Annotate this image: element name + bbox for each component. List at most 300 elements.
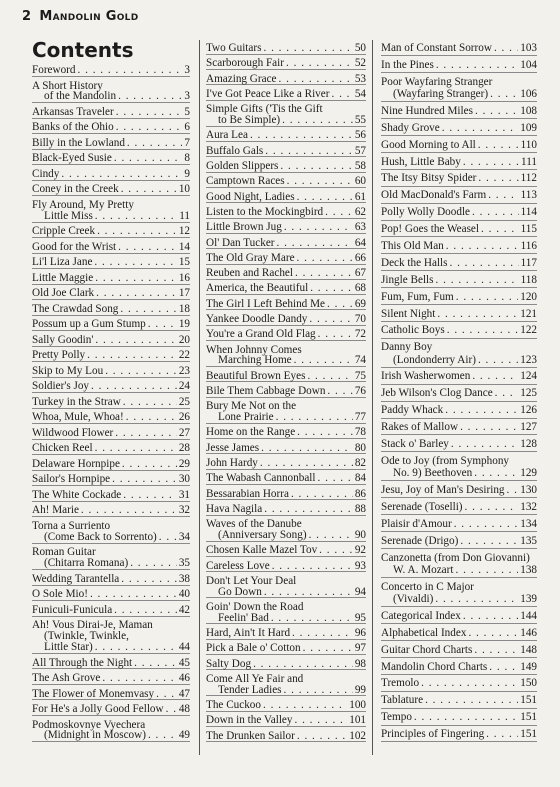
toc-entry <box>206 313 366 326</box>
toc-entry-page: 86 <box>354 487 366 500</box>
toc-entry <box>32 588 190 601</box>
toc-entry-page: 68 <box>354 282 366 295</box>
toc-entry-page: 109 <box>520 121 537 134</box>
toc-entry-page: 42 <box>178 603 190 616</box>
toc-entry-title: (Vivaldi) <box>393 593 434 606</box>
toc-entry <box>206 560 366 573</box>
toc-entry-page: 12 <box>178 225 190 238</box>
leader-dots <box>460 421 518 433</box>
toc-entry <box>381 189 537 203</box>
toc-entry-page: 17 <box>178 287 190 300</box>
toc-entry-title: Cindy <box>32 167 60 180</box>
toc-entry <box>206 426 366 439</box>
toc-entry-title: O Sole Mio! <box>32 588 88 601</box>
toc-entry <box>206 699 366 712</box>
leader-dots <box>325 206 353 217</box>
toc-entry <box>381 438 537 452</box>
toc-entry-page: 50 <box>354 42 366 54</box>
toc-entry-title: When Johnny Comes <box>206 343 302 356</box>
toc-entry-page: 63 <box>354 221 366 234</box>
toc-entry <box>206 575 366 598</box>
toc-entry-page: 61 <box>354 190 366 203</box>
toc-entry <box>381 677 537 691</box>
leader-dots <box>90 588 177 599</box>
toc-entry <box>381 455 537 482</box>
toc-entry-title: Fly Around, My Pretty <box>32 198 134 211</box>
leader-dots <box>127 137 182 148</box>
toc-entry <box>381 206 537 220</box>
toc-entry-page: 72 <box>354 328 366 341</box>
leader-dots <box>126 411 177 422</box>
leader-dots <box>287 175 353 186</box>
toc-entry <box>381 139 537 153</box>
toc-entry-title: Ol' Dan Tucker <box>206 236 275 249</box>
toc-entry-title: Black-Eyed Susie <box>32 152 112 165</box>
toc-entry-page: 22 <box>178 349 190 362</box>
toc-entry-title: Bessarabian Horra <box>206 487 289 500</box>
toc-entry-title: The Ash Grove <box>32 672 101 685</box>
leader-dots <box>95 641 177 652</box>
toc-entry-title: Serenade (Drigo) <box>381 534 459 547</box>
toc-entry-title: Bury Me Not on the <box>206 400 297 413</box>
toc-entry <box>206 145 366 158</box>
toc-entry <box>381 42 537 56</box>
toc-entry <box>381 105 537 119</box>
toc-entry <box>381 552 537 579</box>
toc-entry-title: The Crawdad Song <box>32 302 119 315</box>
leader-dots <box>327 298 353 309</box>
toc-entry <box>381 661 537 675</box>
toc-entry-page: 126 <box>520 404 537 417</box>
toc-entry-title: Wildwood Flower <box>32 426 114 439</box>
toc-entry-page: 124 <box>520 370 537 383</box>
leader-dots <box>159 531 177 542</box>
leader-dots <box>307 370 352 381</box>
toc-entry-title: Tremolo <box>381 677 420 690</box>
toc-entry-title: Danny Boy <box>381 341 433 354</box>
leader-dots <box>475 105 518 117</box>
toc-entry <box>206 601 366 624</box>
toc-entry <box>206 370 366 383</box>
toc-entry <box>32 520 190 544</box>
leader-dots <box>478 172 518 184</box>
toc-entry <box>206 42 366 55</box>
toc-entry-title: Tablature <box>381 694 424 707</box>
toc-entry-title: Hava Nagila <box>206 503 263 516</box>
toc-entry-page: 45 <box>178 656 190 669</box>
column-divider <box>372 40 373 755</box>
leader-dots <box>318 328 353 339</box>
leader-dots <box>105 365 177 376</box>
toc-entry <box>32 349 190 362</box>
leader-dots <box>295 267 353 278</box>
toc-entry-page: 111 <box>521 155 537 168</box>
toc-entry-title: Concerto in C Major <box>381 580 474 593</box>
toc-entry-page: 104 <box>520 58 537 71</box>
toc-entry <box>206 673 366 696</box>
leader-dots <box>95 210 177 221</box>
toc-entry-page: 99 <box>354 683 366 696</box>
toc-entry-page: 116 <box>520 240 537 252</box>
toc-entry-title: Tender Ladies <box>218 683 282 696</box>
toc-entry-page: 60 <box>354 175 366 188</box>
toc-entry <box>32 504 190 517</box>
toc-entry-page: 32 <box>178 504 190 517</box>
toc-entry-page: 30 <box>178 473 190 486</box>
toc-entry <box>206 344 366 367</box>
leader-dots <box>489 661 518 673</box>
toc-entry <box>32 80 190 104</box>
leader-dots <box>284 221 353 232</box>
toc-entry-title: Whoa, Mule, Whoa! <box>32 411 124 424</box>
toc-entry <box>381 59 537 73</box>
toc-entry <box>381 387 537 401</box>
toc-entry-title: Pick a Bale o' Cotton <box>206 642 301 655</box>
toc-entry-title: In the Pines <box>381 58 434 71</box>
toc-entry-page: 19 <box>178 318 190 331</box>
toc-entry <box>206 252 366 265</box>
leader-dots <box>291 488 353 499</box>
toc-entry-title: Plaisir d'Amour <box>381 517 452 530</box>
toc-entry-title: Good Morning to All <box>381 138 476 151</box>
leader-dots <box>425 694 518 706</box>
toc-entry-page: 90 <box>354 529 366 542</box>
leader-dots <box>284 684 353 695</box>
toc-entry <box>381 76 537 103</box>
leader-dots <box>436 274 519 286</box>
toc-entry <box>32 546 190 570</box>
toc-entry-title: The Drunken Sailor <box>206 729 295 742</box>
toc-entry-title: Arkansas Traveler <box>32 105 114 118</box>
toc-entry <box>32 573 190 586</box>
leader-dots <box>297 426 353 437</box>
toc-entry-page: 125 <box>520 387 537 400</box>
leader-dots <box>253 658 353 669</box>
toc-entry-page: 138 <box>520 563 537 576</box>
toc-entry <box>32 442 190 455</box>
toc-entry-title: Feelin' Bad <box>218 611 269 624</box>
toc-entry-page: 106 <box>520 88 537 101</box>
toc-entry <box>206 221 366 234</box>
page-number: 2 <box>22 9 32 24</box>
toc-entry <box>381 223 537 237</box>
toc-entry-page: 27 <box>178 426 190 439</box>
toc-entry-title: Sally Goodin' <box>32 333 94 346</box>
toc-column-1 <box>32 0 190 787</box>
toc-entry <box>381 172 537 186</box>
toc-entry-page: 40 <box>178 588 190 601</box>
toc-entry-title: Rakes of Mallow <box>381 421 459 434</box>
toc-entry <box>381 341 537 368</box>
toc-entry-title: Categorical Index <box>381 609 461 622</box>
toc-entry-page: 139 <box>520 593 537 606</box>
toc-entry-page: 52 <box>354 57 366 70</box>
toc-entry-page: 15 <box>178 256 190 269</box>
toc-entry-title: Waves of the Danube <box>206 518 302 531</box>
leader-dots <box>121 183 177 194</box>
toc-entry <box>32 168 190 181</box>
toc-entry <box>32 473 190 486</box>
toc-entry-title: Bile Them Cabbage Down <box>206 385 326 398</box>
toc-entry <box>32 183 190 196</box>
toc-entry <box>381 644 537 658</box>
toc-entry-title: Foreword <box>32 64 76 76</box>
toc-entry-page: 101 <box>349 714 366 727</box>
leader-dots <box>421 677 518 689</box>
contents-title: Contents <box>32 38 134 62</box>
toc-entry <box>206 175 366 188</box>
toc-entry-title: Careless Love <box>206 559 270 572</box>
leader-dots <box>112 473 177 484</box>
toc-entry-page: 3 <box>184 90 190 103</box>
toc-entry-page: 20 <box>178 333 190 346</box>
toc-entry-title: Paddy Whack <box>381 404 444 417</box>
leader-dots <box>94 256 176 267</box>
toc-entry-title: Little Miss <box>44 209 93 222</box>
leader-dots <box>264 503 353 514</box>
leader-dots <box>116 121 183 132</box>
toc-entry-title: Salty Dog <box>206 657 252 670</box>
leader-dots <box>292 627 353 638</box>
leader-dots <box>294 354 353 365</box>
toc-entry-title: Silent Night <box>381 307 436 320</box>
toc-entry <box>206 642 366 655</box>
toc-entry-title: No. 9) Beethoven <box>393 467 473 480</box>
toc-entry-page: 80 <box>354 441 366 454</box>
toc-entry-page: 57 <box>354 144 366 157</box>
leader-dots <box>494 42 518 54</box>
toc-entry-title: Turkey in the Straw <box>32 395 121 408</box>
toc-entry-title: (Chitarra Romana) <box>44 557 129 570</box>
toc-entry-title: Man of Constant Sorrow <box>381 42 492 54</box>
column-divider <box>199 40 200 755</box>
toc-entry-title: Ah! Marie <box>32 504 79 517</box>
leader-dots <box>96 287 177 298</box>
leader-dots <box>123 396 177 407</box>
toc-entry-page: 103 <box>520 42 537 54</box>
toc-entry <box>206 488 366 501</box>
leader-dots <box>286 57 353 68</box>
toc-entry-title: Cripple Creek <box>32 225 96 238</box>
toc-entry-page: 76 <box>354 385 366 398</box>
toc-entry-title: John Hardy <box>206 457 258 470</box>
leader-dots <box>277 237 353 248</box>
toc-entry-page: 78 <box>354 426 366 439</box>
leader-dots <box>261 442 353 453</box>
toc-entry-title: Jesu, Joy of Man's Desiring <box>381 484 505 497</box>
toc-entry-page: 28 <box>178 442 190 455</box>
toc-entry-title: The Girl I Left Behind Me <box>206 297 325 310</box>
toc-entry-title: Beautiful Brown Eyes <box>206 369 306 382</box>
leader-dots <box>265 145 353 156</box>
leader-dots <box>118 241 177 252</box>
toc-entry-page: 66 <box>354 251 366 264</box>
toc-entry-title: Canzonetta (from Don Giovanni) <box>381 551 530 564</box>
toc-entry <box>32 672 190 685</box>
toc-entry-title: Sailor's Hornpipe <box>32 473 111 486</box>
toc-entry-page: 58 <box>354 159 366 172</box>
toc-entry-title: Irish Washerwomen <box>381 370 471 383</box>
toc-entry-page: 31 <box>178 488 190 501</box>
toc-entry-page: 74 <box>354 354 366 367</box>
toc-entry <box>32 458 190 471</box>
toc-entry-title: Jingle Bells <box>381 273 434 286</box>
toc-entry <box>32 688 190 701</box>
leader-dots <box>495 387 519 399</box>
toc-entry <box>32 396 190 409</box>
toc-entry-page: 150 <box>520 677 537 690</box>
toc-entry-title: All Through the Night <box>32 656 133 669</box>
leader-dots <box>250 129 353 140</box>
leader-dots <box>87 349 177 360</box>
leader-dots <box>309 313 352 324</box>
toc-entry-page: 26 <box>178 411 190 424</box>
toc-entry-title: Buffalo Gals <box>206 144 264 157</box>
leader-dots <box>260 457 353 468</box>
toc-entry <box>381 627 537 641</box>
toc-entry <box>381 324 537 338</box>
toc-entry-title: Aura Lea <box>206 129 248 142</box>
toc-entry <box>381 370 537 384</box>
leader-dots <box>486 728 518 740</box>
toc-entry-page: 149 <box>520 660 537 673</box>
toc-entry-title: (Wayfaring Stranger) <box>393 88 489 101</box>
toc-entry-title: Two Guitars <box>206 42 262 54</box>
leader-dots <box>474 644 518 656</box>
toc-entry-title: Little Star) <box>44 641 93 654</box>
leader-dots <box>303 642 353 653</box>
toc-entry <box>206 282 366 295</box>
toc-entry <box>32 318 190 331</box>
toc-entry-title: W. A. Mozart <box>393 563 454 576</box>
toc-entry <box>381 291 537 305</box>
toc-entry <box>206 328 366 341</box>
toc-entry-title: (Londonderry Air) <box>393 353 476 366</box>
toc-entry-title: of the Mandolin <box>44 90 117 103</box>
toc-entry-title: (Come Back to Sorrento) <box>44 530 157 543</box>
toc-entry <box>381 728 537 742</box>
toc-entry-title: Nine Hundred Miles <box>381 104 473 117</box>
toc-entry <box>32 719 190 743</box>
leader-dots <box>272 560 353 571</box>
toc-entry-page: 16 <box>178 271 190 284</box>
toc-entry-title: Chosen Kalle Mazel Tov <box>206 544 318 557</box>
toc-entry-page: 93 <box>354 559 366 572</box>
toc-entry <box>206 503 366 516</box>
toc-entry <box>381 535 537 549</box>
toc-entry-page: 25 <box>178 395 190 408</box>
toc-entry <box>32 303 190 316</box>
toc-entry <box>206 129 366 142</box>
leader-dots <box>95 272 177 283</box>
leader-dots <box>114 152 183 163</box>
toc-entry <box>32 411 190 424</box>
toc-entry-page: 8 <box>184 152 190 165</box>
toc-entry-page: 96 <box>354 627 366 640</box>
toc-entry-page: 132 <box>520 500 537 513</box>
toc-entry <box>206 191 366 204</box>
leader-dots <box>130 557 177 568</box>
toc-entry-title: (Midnight in Moscow) <box>44 729 146 742</box>
toc-entry <box>381 711 537 725</box>
toc-entry-title: Chicken Reel <box>32 442 93 455</box>
toc-entry-page: 5 <box>184 105 190 118</box>
leader-dots <box>456 291 518 303</box>
book-title: Mandolin Gold <box>39 9 139 24</box>
toc-entry <box>206 103 366 126</box>
toc-entry-title: A Short History <box>32 79 103 92</box>
toc-entry-page: 129 <box>520 467 537 480</box>
toc-entry-page: 54 <box>354 87 366 100</box>
leader-dots <box>454 518 519 530</box>
leader-dots <box>97 225 177 236</box>
toc-entry-title: Jesse James <box>206 441 260 454</box>
toc-entry-title: Go Down <box>218 585 262 598</box>
toc-entry-title: Stack o' Barley <box>381 438 449 450</box>
leader-dots <box>121 573 177 584</box>
toc-entry-title: Little Maggie <box>32 271 94 284</box>
toc-entry-title: Yankee Doodle Dandy <box>206 313 308 326</box>
leader-dots <box>472 206 519 218</box>
toc-entry-title: Coney in the Creek <box>32 183 119 196</box>
toc-entry-page: 47 <box>178 687 190 700</box>
toc-entry <box>206 57 366 70</box>
toc-entry-title: Old Joe Clark <box>32 287 95 300</box>
leader-dots <box>468 627 518 639</box>
leader-dots <box>116 106 183 117</box>
leader-dots <box>263 42 352 53</box>
toc-entry-title: Camptown Races <box>206 175 285 188</box>
toc-entry <box>206 385 366 398</box>
toc-entry-page: 110 <box>520 138 537 151</box>
leader-dots <box>460 535 518 547</box>
toc-entry-page: 114 <box>520 206 537 219</box>
toc-entry-title: Listen to the Mockingbird <box>206 205 324 218</box>
toc-entry-page: 148 <box>520 643 537 656</box>
toc-entry <box>381 274 537 288</box>
toc-entry <box>32 287 190 300</box>
toc-entry-title: Li'l Liza Jane <box>32 256 93 269</box>
leader-dots <box>463 610 518 622</box>
toc-entry-title: I've Got Peace Like a River <box>206 87 330 100</box>
toc-entry-title: Guitar Chord Charts <box>381 643 473 656</box>
toc-entry-title: The Cuckoo <box>206 699 261 712</box>
toc-entry-page: 108 <box>520 104 537 117</box>
toc-entry-page: 77 <box>354 411 366 424</box>
toc-entry-page: 123 <box>520 353 537 366</box>
toc-entry <box>381 484 537 498</box>
toc-entry-title: Billy in the Lowland <box>32 136 125 149</box>
toc-entry <box>381 122 537 136</box>
leader-dots <box>297 252 353 263</box>
leader-dots <box>310 282 353 293</box>
leader-dots <box>437 308 518 320</box>
toc-entry-title: Simple Gifts ('Tis the Gift <box>206 103 323 116</box>
toc-entry-title: Fum, Fum, Fum <box>381 290 454 303</box>
toc-entry-title: Old MacDonald's Farm <box>381 189 487 202</box>
toc-entry-title: Amazing Grace <box>206 72 277 85</box>
toc-entry-page: 11 <box>179 209 190 222</box>
toc-entry-title: Delaware Hornpipe <box>32 457 120 470</box>
toc-entry <box>32 380 190 393</box>
toc-column-3 <box>381 0 537 787</box>
toc-entry <box>32 256 190 269</box>
toc-entry-title: You're a Grand Old Flag <box>206 328 316 341</box>
leader-dots <box>122 458 177 469</box>
toc-entry-page: 134 <box>520 517 537 530</box>
toc-entry-title: Serenade (Toselli) <box>381 500 463 513</box>
toc-entry-page: 7 <box>184 136 190 149</box>
